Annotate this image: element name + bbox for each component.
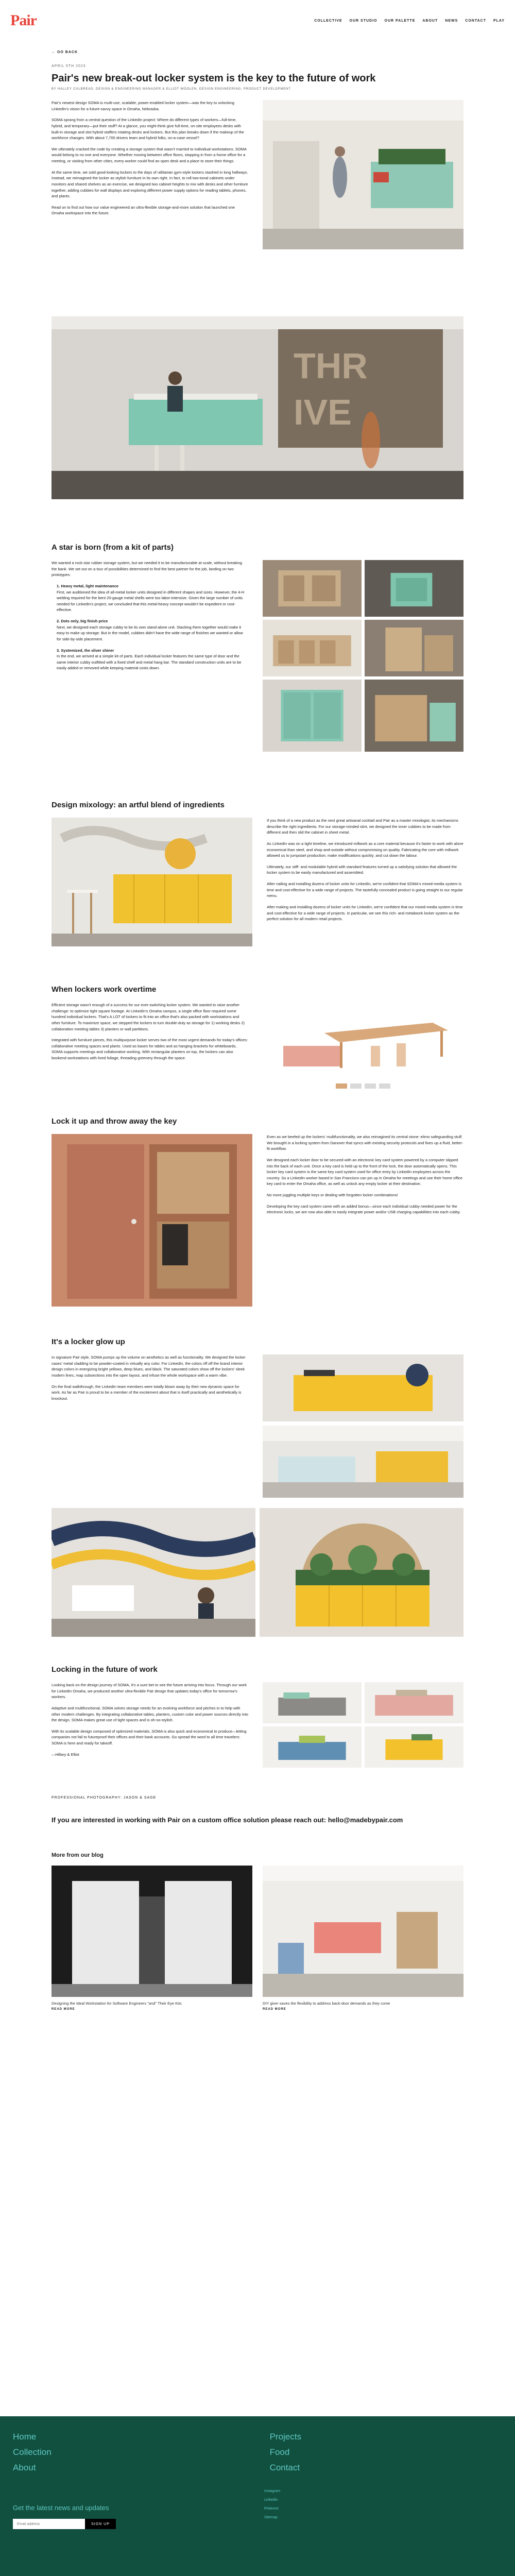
render-photo <box>365 1726 464 1768</box>
mixology-paragraph: If you think of a new product as the next great artisanal cocktail and Pair as a master mixologist, its mechanisms describe the right ingredients. For our storage-minded stint, we designed the inner cubbies to be made from different and then slid the cabinet in sheet metal. <box>267 818 458 835</box>
section-mixology-row <box>52 818 464 946</box>
work-lounge-photo <box>52 1508 255 1637</box>
pair-logo[interactable]: Pair <box>10 12 37 29</box>
section-mixology-text <box>267 818 464 946</box>
nav-play[interactable]: PLAY <box>493 19 505 23</box>
section-mixology <box>52 801 464 946</box>
nav-collective[interactable]: COLLECTIVE <box>314 19 342 23</box>
prototype-title: 1. Heavy metal, light maintenance <box>57 583 119 588</box>
intro-paragraph: At the same time, we sold good-looking lockers to the days of utilitarian gym-style lockers stashed in long hallways. Instead, we reimagined the locker as stylish furniture in its own right. In fact, to roll two-tonal cabinets under monitors and shared shelves as an exercise, we designed two cabinet heights to mix with desks and other furniture together, adding cubbies for wall displays and exploring different power supply options for reading tablets, phones, and plants. <box>52 170 248 199</box>
svg-text:IVE: IVE <box>294 392 352 432</box>
future-photo-grid <box>263 1682 464 1768</box>
planter-locker-photo <box>260 1508 464 1637</box>
prototype-photo <box>263 680 362 752</box>
footer-col-1 <box>13 2432 52 2478</box>
nav-about[interactable]: ABOUT <box>422 19 438 23</box>
footer-links <box>13 2432 301 2478</box>
section-lock-title: Lock it up and throw away the key <box>52 1117 177 1126</box>
go-back-link[interactable]: ← GO BACK <box>52 50 78 54</box>
blog-post-title[interactable]: Designing the Ideal Workstation for Software Engineers "and" Their Eye Kits <box>52 2001 182 2006</box>
section-future-text <box>52 1682 248 1768</box>
blog-post-photo[interactable] <box>263 1866 464 1997</box>
carousel-thumb[interactable] <box>379 1083 390 1089</box>
article-content <box>0 50 515 2011</box>
section-future-title: Locking in the future of work <box>52 1665 158 1674</box>
future-paragraph: Looking back on the design journey of SOMA, it's a sure bet to see the future arriving into focus. Through our work for LinkedIn Omaha, we produced another ultra-flexible Pair design that updates today's office for tomorrow's workers. <box>52 1683 247 1700</box>
render-photo <box>263 1726 362 1768</box>
section-overtime-text <box>52 1002 248 1089</box>
blog-posts <box>52 1866 464 2011</box>
section-future <box>52 1665 464 1768</box>
yellow-locker-illustration <box>52 818 252 946</box>
carousel-thumb[interactable] <box>365 1083 376 1089</box>
hero-photo-office <box>263 100 464 249</box>
blog-post-title[interactable]: DIY giver saves the flexibility to address back-door demands as they come <box>263 2001 390 2006</box>
section-lock-row <box>52 1134 464 1307</box>
site-footer <box>0 2416 515 2576</box>
intro-paragraph: We ultimately cracked the code by creating a storage system that wasn't married to individual workstations. SOMA would belong to no one and everyone. Whether moving between office floors, stopping in from a home office for a meeting, or visiting from other cities, every worker could find an open desk and a place to store their things. <box>52 146 247 163</box>
article-title: Pair's new break-out locker system is the key to the future of work <box>52 73 376 84</box>
thrive-wall-illustration <box>52 316 464 499</box>
footer-link-collection[interactable]: Collection <box>13 2447 52 2457</box>
carousel-thumb[interactable] <box>350 1083 362 1089</box>
lounge-photo <box>263 1426 464 1498</box>
overtime-paragraph: Integrated with furniture pieces, this multipurpose locker serves two of the most urgent demands for today's offices: collaborative meeting spaces and plants. Used as bases for tables and as hanging brackets for whiteboards, SOMA supports meetings and collaborative working. With rectangular planters on top, the lockers can also bookend workstations with lived foliage, threading greenery through the space. <box>52 1038 248 1060</box>
blog-post-card[interactable] <box>52 1866 252 2011</box>
subscribe-title: Get the latest news and updates <box>13 2504 109 2512</box>
section-glowup <box>52 1337 464 1498</box>
prototype-title: 3. Systemized, the sliver shiner <box>57 648 114 653</box>
future-paragraph: Adaptive and multifunctional, SOMA solves storage needs for an evolving workforce and pitches in to help with other modern challenges. By integrating collaborative tables, planters, custom color and power sources directly into the design, SOMA makes great use of tight spaces and is oh-so-stylish. <box>52 1705 248 1723</box>
prototype-title: 2. Dots only, big finish price <box>57 619 108 623</box>
section-star-intro: We wanted a rock-star rubber storage system, but we needed it to be manufacturable at scale, without breaking the bank. We set out on a tour of possibilities determined to find the best partner for the job, landing on two prototypes: <box>52 561 243 578</box>
section-overtime <box>52 985 464 1089</box>
prototype-photo-grid <box>263 560 464 752</box>
glowup-paragraph: In signature Pair style, SOMA pumps up the volume on aesthetics as well as functionality. We designed the locker cases' metal cladding to be powder-coated in virtually any color. For LinkedIn, the colors riff off the brand interior design colors in energizing bright yellows, deep blues, and black. The saturated colors show off the lockers' sleek modern lines, map subsections into the open layout, and infuse the whole workspace with a warm vibe. <box>52 1355 246 1378</box>
prototype-photo <box>365 620 464 676</box>
section-future-row <box>52 1682 464 1768</box>
prototype-item <box>57 583 248 613</box>
section-star <box>52 543 464 752</box>
section-lock <box>52 1117 464 1307</box>
wide-photo-thrive-wall <box>52 316 464 499</box>
blog-post-photo[interactable] <box>52 1866 252 1997</box>
mixology-paragraph: As LinkedIn was on a tight timeline, we introduced millwork as a core material because it's faster to work with alone economical than steel, and shop-and-outside without compromising on quality. Fabricating the core with millwork allowed us to jumpstart production; make modifications quickly; and cut down the labour. <box>267 841 464 858</box>
prototype-body: Next, we designed each storage cubby to be its own stand-alone unit. Stacking them together would make it easy to make up storage. But in the model, cubbies didn't have the wide range of finishes we wanted or allow for side-by-side placement. <box>57 624 243 641</box>
mixology-paragraph: Ultimately, our stiff- and modulable hybrid with standard features turned up a satisfying solution that allowed the locker system to be easily manufactured and assembled. <box>267 864 457 875</box>
nav-news[interactable]: NEWS <box>445 19 458 23</box>
carousel-thumb[interactable] <box>336 1083 347 1089</box>
office-scene-illustration <box>263 100 464 249</box>
intro-text <box>52 100 248 321</box>
footer-col-2 <box>270 2432 301 2478</box>
sign-up-button[interactable]: SIGN UP <box>85 2519 116 2529</box>
footer-link-projects[interactable]: Projects <box>269 2432 301 2442</box>
lock-paragraph: Developing the key card system came with an added bonus—since each individual cubby needed power for the electronic locks, we are now also able to easily integrate power and/or USB charging capabilities into each cubby. <box>267 1204 461 1215</box>
section-overtime-title: When lockers work overtime <box>52 985 157 994</box>
site-header <box>0 0 515 41</box>
render-photo <box>365 1682 464 1723</box>
mixology-paragraph: After nailing and installing dozens of locker units for LinkedIn, we're confident that SOMA's mixed-media system is time and cost-effective for a wide range of projects. The tastefully concealed product is going straight to our regular menu. <box>267 882 463 899</box>
blog-title: More from our blog <box>52 1852 104 1858</box>
open-locker-photo <box>52 1134 252 1307</box>
prototype-photo <box>263 560 362 617</box>
future-signoff: —Hillary & Elliot <box>52 1752 79 1757</box>
glowup-paragraph: On the final walkthrough, the LinkedIn team members were totally blown away by their new dynamic space for work. As far as Pair is proud to be a member of the excitement about that is itself practically and aesthetically is knockout. <box>52 1384 242 1401</box>
blog-post-card[interactable] <box>263 1866 464 2011</box>
prototype-body: In the end, we arrived at a simple kit of parts. Each individual locker features the same type of door and the same interior cubby outfitted with a fixed shelf and metal hang bar. The standard construction units are to be easily added or removed while keeping material costs down. <box>57 654 242 671</box>
footer-link-about[interactable]: About <box>13 2463 36 2472</box>
section-glowup-title: It's a locker glow up <box>52 1337 125 1346</box>
footer-link-instagram[interactable]: Instagram <box>264 2489 281 2493</box>
nav-our-studio[interactable]: OUR STUDIO <box>349 19 377 23</box>
prototype-body: First, we auditioned the idea of all-metal locker units designed in different shapes and sizes. However, the 4-H welding required for the bent 20-gauge metal shells were too labor-intensive. Given the large number of units needed for LinkedIn's project, we concluded that this metal-heavy concept wouldn't be expedient or cost-effective. <box>57 589 245 613</box>
intro-paragraph: Pair's newest design SOMA is multi-use, scalable, power-enabled locker system—was the key to unlocking LinkedIn's vision for a future-savvy space in Omaha, Nebraska. <box>52 100 234 111</box>
future-paragraph: With its scalable design composed of optimized materials, SOMA is also quick and economical to produce—letting companies not fail to futureproof their offices and their bank accounts. Go spread the word to all time travelers: SOMA is here and ready for takeoff. <box>52 1728 247 1745</box>
nav-our-palette[interactable]: OUR PALETTE <box>384 19 416 23</box>
section-star-row <box>52 560 464 752</box>
email-input[interactable] <box>13 2519 85 2529</box>
lock-paragraph: Even as we beefed up the lockers' multifunctionality, we also reimagined its central stone: elimo safeguarding stuff. We brought in a locking system from Danover that syncs with existing security protocols and fixes up a fluid, better-fit workflow. <box>267 1134 464 1151</box>
footer-link-linkedin[interactable]: LinkedIn <box>264 2498 278 2502</box>
intro-paragraph: SOMA sprang from a central question of the LinkedIn project: Where do different types of workers—full-time, hybrid, and temporary—put their stuff? At a glance, you might think give full-time, on-site employees desks with built-in storage and slot hybrid staffers rotating desks and lockers. But this plan breaks down if the makeup of the workforce changes. With about 7,700 drivers team and hybrid folks, on-a-case vessel? <box>52 117 244 141</box>
footer-link-sitemap[interactable]: Sitemap <box>264 2516 278 2519</box>
prototype-item <box>57 618 248 642</box>
glowup-wide-photos <box>52 1508 464 1637</box>
prototype-list <box>57 583 248 671</box>
prototype-photo <box>365 560 464 617</box>
contact-cta[interactable]: If you are interested in working with Pair on a custom office solution please reach out: hello@madebypair.com <box>52 1816 403 1824</box>
prototype-photo <box>365 680 464 752</box>
read-more-link[interactable]: READ MORE <box>263 2008 286 2011</box>
lock-paragraph: No more juggling multiple keys or dealing with forgotten locker combinations! <box>267 1193 398 1197</box>
yellow-cubby-photo <box>263 1354 464 1421</box>
section-glowup-row <box>52 1354 464 1498</box>
section-mixology-title: Design mixology: an artful blend of ingredients <box>52 801 225 809</box>
section-lock-text <box>267 1134 464 1307</box>
read-more-link[interactable]: READ MORE <box>52 2008 75 2011</box>
prototype-photo <box>263 620 362 676</box>
prototype-item <box>57 648 248 672</box>
glowup-photo-stack <box>263 1354 464 1498</box>
carousel-dots <box>263 1083 464 1089</box>
overtime-carousel <box>263 1002 464 1089</box>
section-star-title: A star is born (from a kit of parts) <box>52 543 174 552</box>
footer-link-home[interactable]: Home <box>13 2432 37 2442</box>
photo-credit: PROFESSIONAL PHOTOGRAPHY: JASON & SAGE <box>52 1796 157 1800</box>
yellow-locker-photo <box>52 818 252 946</box>
lock-paragraph: We designed each locker door to be secured with an electronic key card system powered by a computer slipped into the back of each unit. Once a key card is held up to the front of the lock, the door automatically opens. This locker key card system is the same key card system used for office entry by LinkedIn employees across the country. So a LinkedIn worker based in San Francisco can pin up in Omaha for meetings and use their home office key card to enter the Omaha office, as well as unlock any empty locker at their destination. <box>267 1157 462 1187</box>
desk-render-photo <box>263 1002 464 1079</box>
footer-link-contact[interactable]: Contact <box>269 2463 300 2472</box>
article-authors: BY HALLEY CULBREAD, DESIGN & ENGINEERING MANAGER & ELLIOT WOOLEN, DESIGN ENGINEERING, PRODUCT DEVELOPMENT <box>52 88 291 91</box>
overtime-paragraph: Efficient storage wasn't enough of a success for our ever-switching locker system. We wanted to raise another challenge: to optimize tight square footage. At LinkedIn's Omaha campus, a single office floor required some hundred individual lockers. That's A LOT of lockers to fit into an office that's also packed with workstations and other furniture. To maximize space, we stepped the lockers to turn double-duty as storage for 1) working desks 2) collaboration meeting tables 3) planters or wall partitions. <box>52 1003 245 1031</box>
mixology-paragraph: After making and installing dozens of locker units for LinkedIn, we're confident that our mixed-media system is time and cost-effective for a wide range of projects. In particular, we see this rich- and metalwork locker system as the perfect solution for all modern retail projects. <box>267 904 463 922</box>
nav-contact[interactable]: CONTACT <box>465 19 486 23</box>
subscribe-form <box>13 2519 502 2529</box>
desk-render-illustration <box>263 1002 464 1079</box>
section-star-text <box>52 560 248 752</box>
section-overtime-row <box>52 1002 464 1089</box>
intro-paragraph: Read on to find out how our value engineered an ultra-flexible storage-and-more solution that launched one Omaha workspace into the future. <box>52 205 235 216</box>
footer-link-pinterest[interactable]: Pinterest <box>264 2507 279 2511</box>
blog-section <box>52 1852 464 2011</box>
footer-link-food[interactable]: Food <box>269 2447 290 2457</box>
svg-text:THR: THR <box>294 346 368 386</box>
render-photo <box>263 1682 362 1723</box>
main-nav <box>314 19 505 23</box>
section-glowup-text <box>52 1354 248 1498</box>
intro-section <box>52 100 464 321</box>
article-date: APRIL 5TH 2023 <box>52 64 86 68</box>
open-locker-illustration <box>52 1134 252 1307</box>
